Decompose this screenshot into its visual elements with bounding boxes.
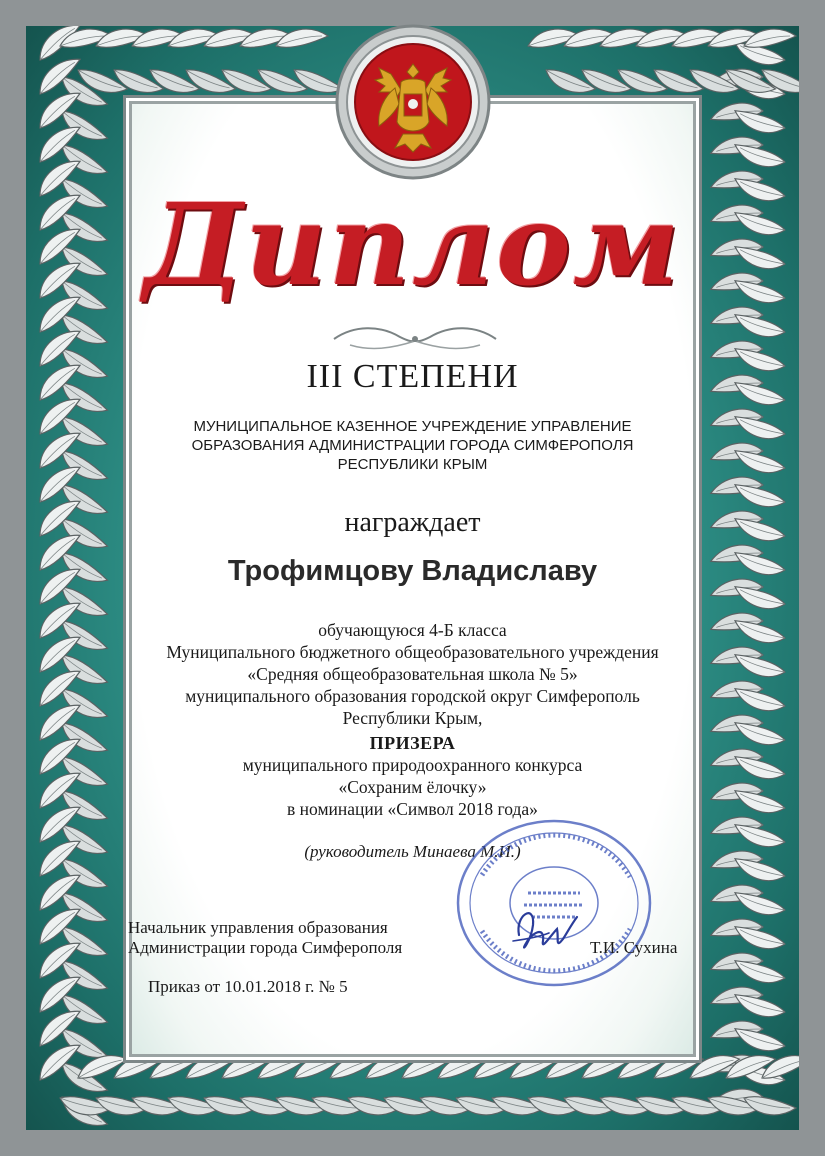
organization-line: МУНИЦИПАЛЬНОЕ КАЗЕННОЕ УЧРЕЖДЕНИЕ УПРАВЛЕНИЕ — [193, 418, 632, 435]
degree-label: III СТЕПЕНИ — [306, 358, 519, 395]
awards-text: награждает — [344, 507, 481, 538]
description-line: Республики Крым, — [342, 708, 483, 728]
contest-line: в номинации «Символ 2018 года» — [287, 799, 538, 819]
emblem-icon — [333, 22, 493, 182]
organization-line: РЕСПУБЛИКИ КРЫМ — [337, 456, 488, 473]
supervisor-text: (руководитель Минаева М.И.) — [304, 842, 521, 861]
description-line: обучающуюся 4-Б класса — [318, 620, 507, 640]
handwritten-signature-icon — [505, 895, 585, 965]
contest-line: «Сохраним ёлочку» — [338, 777, 487, 797]
description-line: муниципального образования городской округ Симферополь — [185, 686, 640, 706]
diploma-title: Диплом — [143, 180, 682, 311]
contest-line: муниципального природоохранного конкурса — [242, 755, 583, 775]
organization-block — [150, 417, 675, 474]
signatory-name: Т.И. Сухина — [590, 938, 678, 957]
signatory-line: Администрации города Симферополя — [128, 938, 403, 957]
description-block — [140, 619, 685, 729]
organization-line: ОБРАЗОВАНИЯ АДМИНИСТРАЦИИ ГОРОДА СИМФЕРОПОЛЯ — [191, 437, 634, 454]
recipient-name: Трофимцову Владиславу — [227, 555, 598, 587]
prize-label: ПРИЗЕРА — [369, 733, 456, 753]
signatory-line: Начальник управления образования — [128, 918, 388, 937]
contest-block — [150, 754, 675, 820]
scroll-ornament-icon — [330, 325, 500, 353]
description-line: Муниципального бюджетного общеобразовательного учреждения — [166, 642, 659, 662]
description-line: «Средняя общеобразовательная школа № 5» — [247, 664, 578, 684]
order-text: Приказ от 10.01.2018 г. № 5 — [148, 977, 348, 996]
signatory-title — [128, 918, 402, 958]
